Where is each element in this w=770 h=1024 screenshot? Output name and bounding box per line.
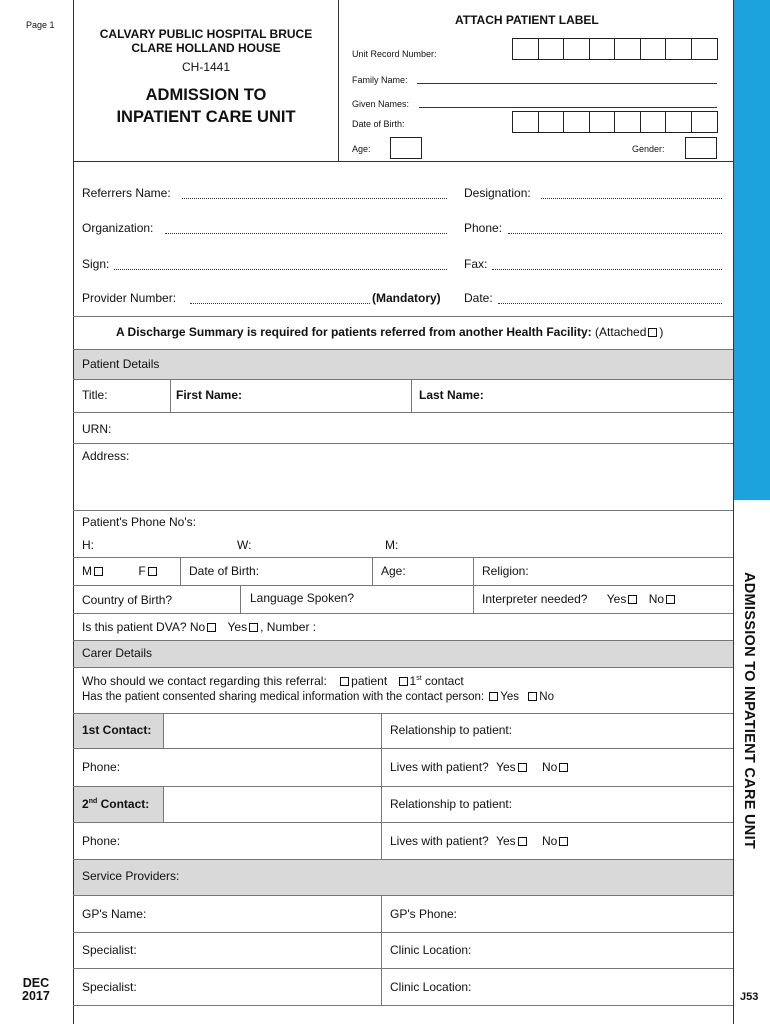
- designation-label: Designation:: [464, 186, 531, 200]
- label-age-box[interactable]: [390, 137, 422, 159]
- attached-checkbox[interactable]: [648, 328, 657, 337]
- first-contact-relationship-label: Relationship to patient:: [390, 723, 513, 737]
- sign-label: Sign:: [82, 257, 110, 271]
- second-contact-label: [82, 797, 149, 811]
- referrer-phone-label: Phone:: [464, 221, 503, 235]
- religion-label: Religion:: [482, 564, 529, 578]
- fax-field[interactable]: [492, 269, 722, 270]
- hospital-name-line2: CLARE HOLLAND HOUSE: [131, 41, 281, 55]
- family-name-label: Family Name:: [352, 75, 408, 85]
- last-name-label: Last Name:: [419, 388, 484, 402]
- service-providers-heading: Service Providers:: [82, 869, 180, 883]
- contact-question-label: Who should we contact regarding this referral:: [82, 674, 327, 688]
- given-names-field[interactable]: [419, 107, 717, 108]
- form-title-line1: ADMISSION TO: [145, 86, 267, 104]
- consent-no-checkbox[interactable]: [528, 692, 537, 701]
- interpreter-no-label: No: [648, 592, 665, 606]
- consent-yes-label: Yes: [500, 691, 520, 703]
- form-code-footer: J53: [740, 991, 759, 1003]
- first-contact-lives-label: Lives with patient?: [390, 760, 489, 774]
- home-phone-label: H:: [82, 538, 94, 552]
- patient-phone-label: Patient's Phone No's:: [82, 515, 196, 529]
- second-contact-lives-with: [390, 834, 570, 848]
- sign-field[interactable]: [114, 269, 447, 270]
- referrer-phone-field[interactable]: [508, 233, 722, 234]
- first-contact-lives-no-checkbox[interactable]: [559, 763, 568, 772]
- provider-number-label: Provider Number:: [82, 291, 177, 305]
- contact-first-suffix: contact: [425, 674, 464, 688]
- form-title-line2: INPATIENT CARE UNIT: [116, 108, 296, 126]
- clinic-location-2-label: Clinic Location:: [390, 980, 472, 994]
- sidebar-accent-bar: [734, 0, 770, 500]
- dva-yes-label: Yes: [227, 620, 248, 634]
- interpreter-yes-label: Yes: [606, 592, 627, 606]
- carer-details-heading: Carer Details: [82, 646, 153, 660]
- discharge-summary-note: A Discharge Summary is required for patients referred from another Health Facility: (Attached ): [116, 325, 664, 339]
- dva-question: Is this patient DVA? No Yes , Number :: [82, 620, 317, 634]
- patient-dob-label: Date of Birth:: [189, 564, 260, 578]
- first-contact-phone-label: Phone:: [82, 760, 121, 774]
- second-contact-lives-yes-checkbox[interactable]: [518, 837, 527, 846]
- patient-details-header: [74, 349, 733, 379]
- interpreter-yes-checkbox[interactable]: [628, 595, 637, 604]
- unit-record-boxes[interactable]: [512, 38, 718, 60]
- second-contact-sup: nd: [88, 798, 98, 805]
- male-label: M: [82, 564, 92, 578]
- given-names-label: Given Names:: [352, 99, 410, 109]
- first-name-label: First Name:: [176, 388, 243, 402]
- work-phone-label: W:: [237, 538, 252, 552]
- interpreter-label: Interpreter needed?: [482, 592, 588, 606]
- label-gender-box[interactable]: [685, 137, 717, 159]
- attach-label-heading: ATTACH PATIENT LABEL: [455, 13, 599, 27]
- hospital-name-line1: CALVARY PUBLIC HOSPITAL BRUCE: [99, 27, 313, 41]
- second-contact-suffix: Contact:: [100, 797, 150, 811]
- consent-no-label: No: [539, 691, 554, 703]
- gp-phone-label: GP's Phone:: [390, 907, 457, 921]
- second-contact-prefix: 2: [82, 797, 89, 811]
- provider-number-field[interactable]: [190, 303, 370, 304]
- contact-first-prefix: 1: [409, 674, 417, 688]
- specialist-2-label: Specialist:: [82, 980, 137, 994]
- dva-yes-checkbox[interactable]: [249, 623, 258, 632]
- form-date-month: DEC: [22, 976, 50, 990]
- interpreter-question: [482, 592, 677, 606]
- referral-date-label: Date:: [464, 291, 493, 305]
- urn-label: URN:: [82, 422, 112, 436]
- form-date-year: 2017: [22, 989, 50, 1003]
- second-contact-lives-yes-label: Yes: [496, 834, 516, 848]
- first-contact-lives-yes-label: Yes: [496, 760, 516, 774]
- label-dob-label: Date of Birth:: [352, 119, 405, 129]
- mandatory-note: (Mandatory): [372, 291, 441, 305]
- gp-name-label: GP's Name:: [82, 907, 147, 921]
- first-contact-lives-no-label: No: [542, 760, 558, 774]
- consent-question-label: Has the patient consented sharing medical information with the contact person:: [82, 691, 485, 703]
- patient-age-label: Age:: [381, 564, 406, 578]
- second-contact-lives-no-label: No: [542, 834, 558, 848]
- referrer-name-field[interactable]: [182, 198, 447, 199]
- address-label: Address:: [82, 449, 130, 463]
- dva-number-label: Number :: [266, 620, 317, 634]
- designation-field[interactable]: [541, 198, 722, 199]
- form-code: CH-1441: [181, 60, 231, 74]
- label-age-label: Age:: [352, 144, 371, 154]
- second-contact-relationship-label: Relationship to patient:: [390, 797, 513, 811]
- contact-first-sup: st: [416, 675, 422, 682]
- mobile-phone-label: M:: [385, 538, 399, 552]
- consent-yes-checkbox[interactable]: [489, 692, 498, 701]
- referrer-name-label: Referrers Name:: [82, 186, 171, 200]
- clinic-location-1-label: Clinic Location:: [390, 943, 472, 957]
- dva-no-label: No: [189, 620, 206, 634]
- first-contact-label: 1st Contact:: [82, 723, 152, 737]
- second-contact-lives-label: Lives with patient?: [390, 834, 489, 848]
- female-checkbox[interactable]: [148, 567, 157, 576]
- contact-question: [82, 674, 464, 688]
- first-contact-lives-with: [390, 760, 570, 774]
- dva-label: Is this patient DVA?: [82, 620, 187, 634]
- label-dob-boxes[interactable]: [512, 111, 718, 133]
- sidebar-form-title: ADMISSION TO INPATIENT CARE UNIT: [741, 572, 757, 850]
- page-number: Page 1: [26, 20, 55, 30]
- second-contact-lives-no-checkbox[interactable]: [559, 837, 568, 846]
- organization-field[interactable]: [165, 233, 447, 234]
- referral-date-field[interactable]: [498, 303, 722, 304]
- interpreter-no-checkbox[interactable]: [666, 595, 675, 604]
- female-label: F: [138, 564, 146, 578]
- contact-first-checkbox[interactable]: [399, 677, 408, 686]
- second-contact-phone-label: Phone:: [82, 834, 121, 848]
- first-contact-lives-yes-checkbox[interactable]: [518, 763, 527, 772]
- carer-details-header: [74, 640, 733, 667]
- patient-details-heading: Patient Details: [82, 357, 160, 371]
- attached-label: (Attached: [595, 325, 647, 339]
- title-label: Title:: [82, 388, 108, 402]
- sex-options: [82, 564, 159, 578]
- label-gender-label: Gender:: [632, 144, 665, 154]
- discharge-summary-text: A Discharge Summary is required for patients referred from another Health Facility:: [116, 325, 592, 339]
- form-date: [22, 977, 50, 1003]
- specialist-1-label: Specialist:: [82, 943, 137, 957]
- family-name-field[interactable]: [417, 83, 717, 84]
- male-checkbox[interactable]: [94, 567, 103, 576]
- country-of-birth-label: Country of Birth?: [82, 593, 173, 607]
- contact-patient-label: patient: [351, 674, 388, 688]
- hospital-header: [74, 27, 338, 128]
- organization-label: Organization:: [82, 221, 154, 235]
- consent-question: [82, 691, 554, 703]
- dva-no-checkbox[interactable]: [207, 623, 216, 632]
- contact-patient-checkbox[interactable]: [340, 677, 349, 686]
- fax-label: Fax:: [464, 257, 488, 271]
- unit-record-label: Unit Record Number:: [352, 49, 437, 59]
- language-spoken-label: Language Spoken?: [250, 591, 355, 605]
